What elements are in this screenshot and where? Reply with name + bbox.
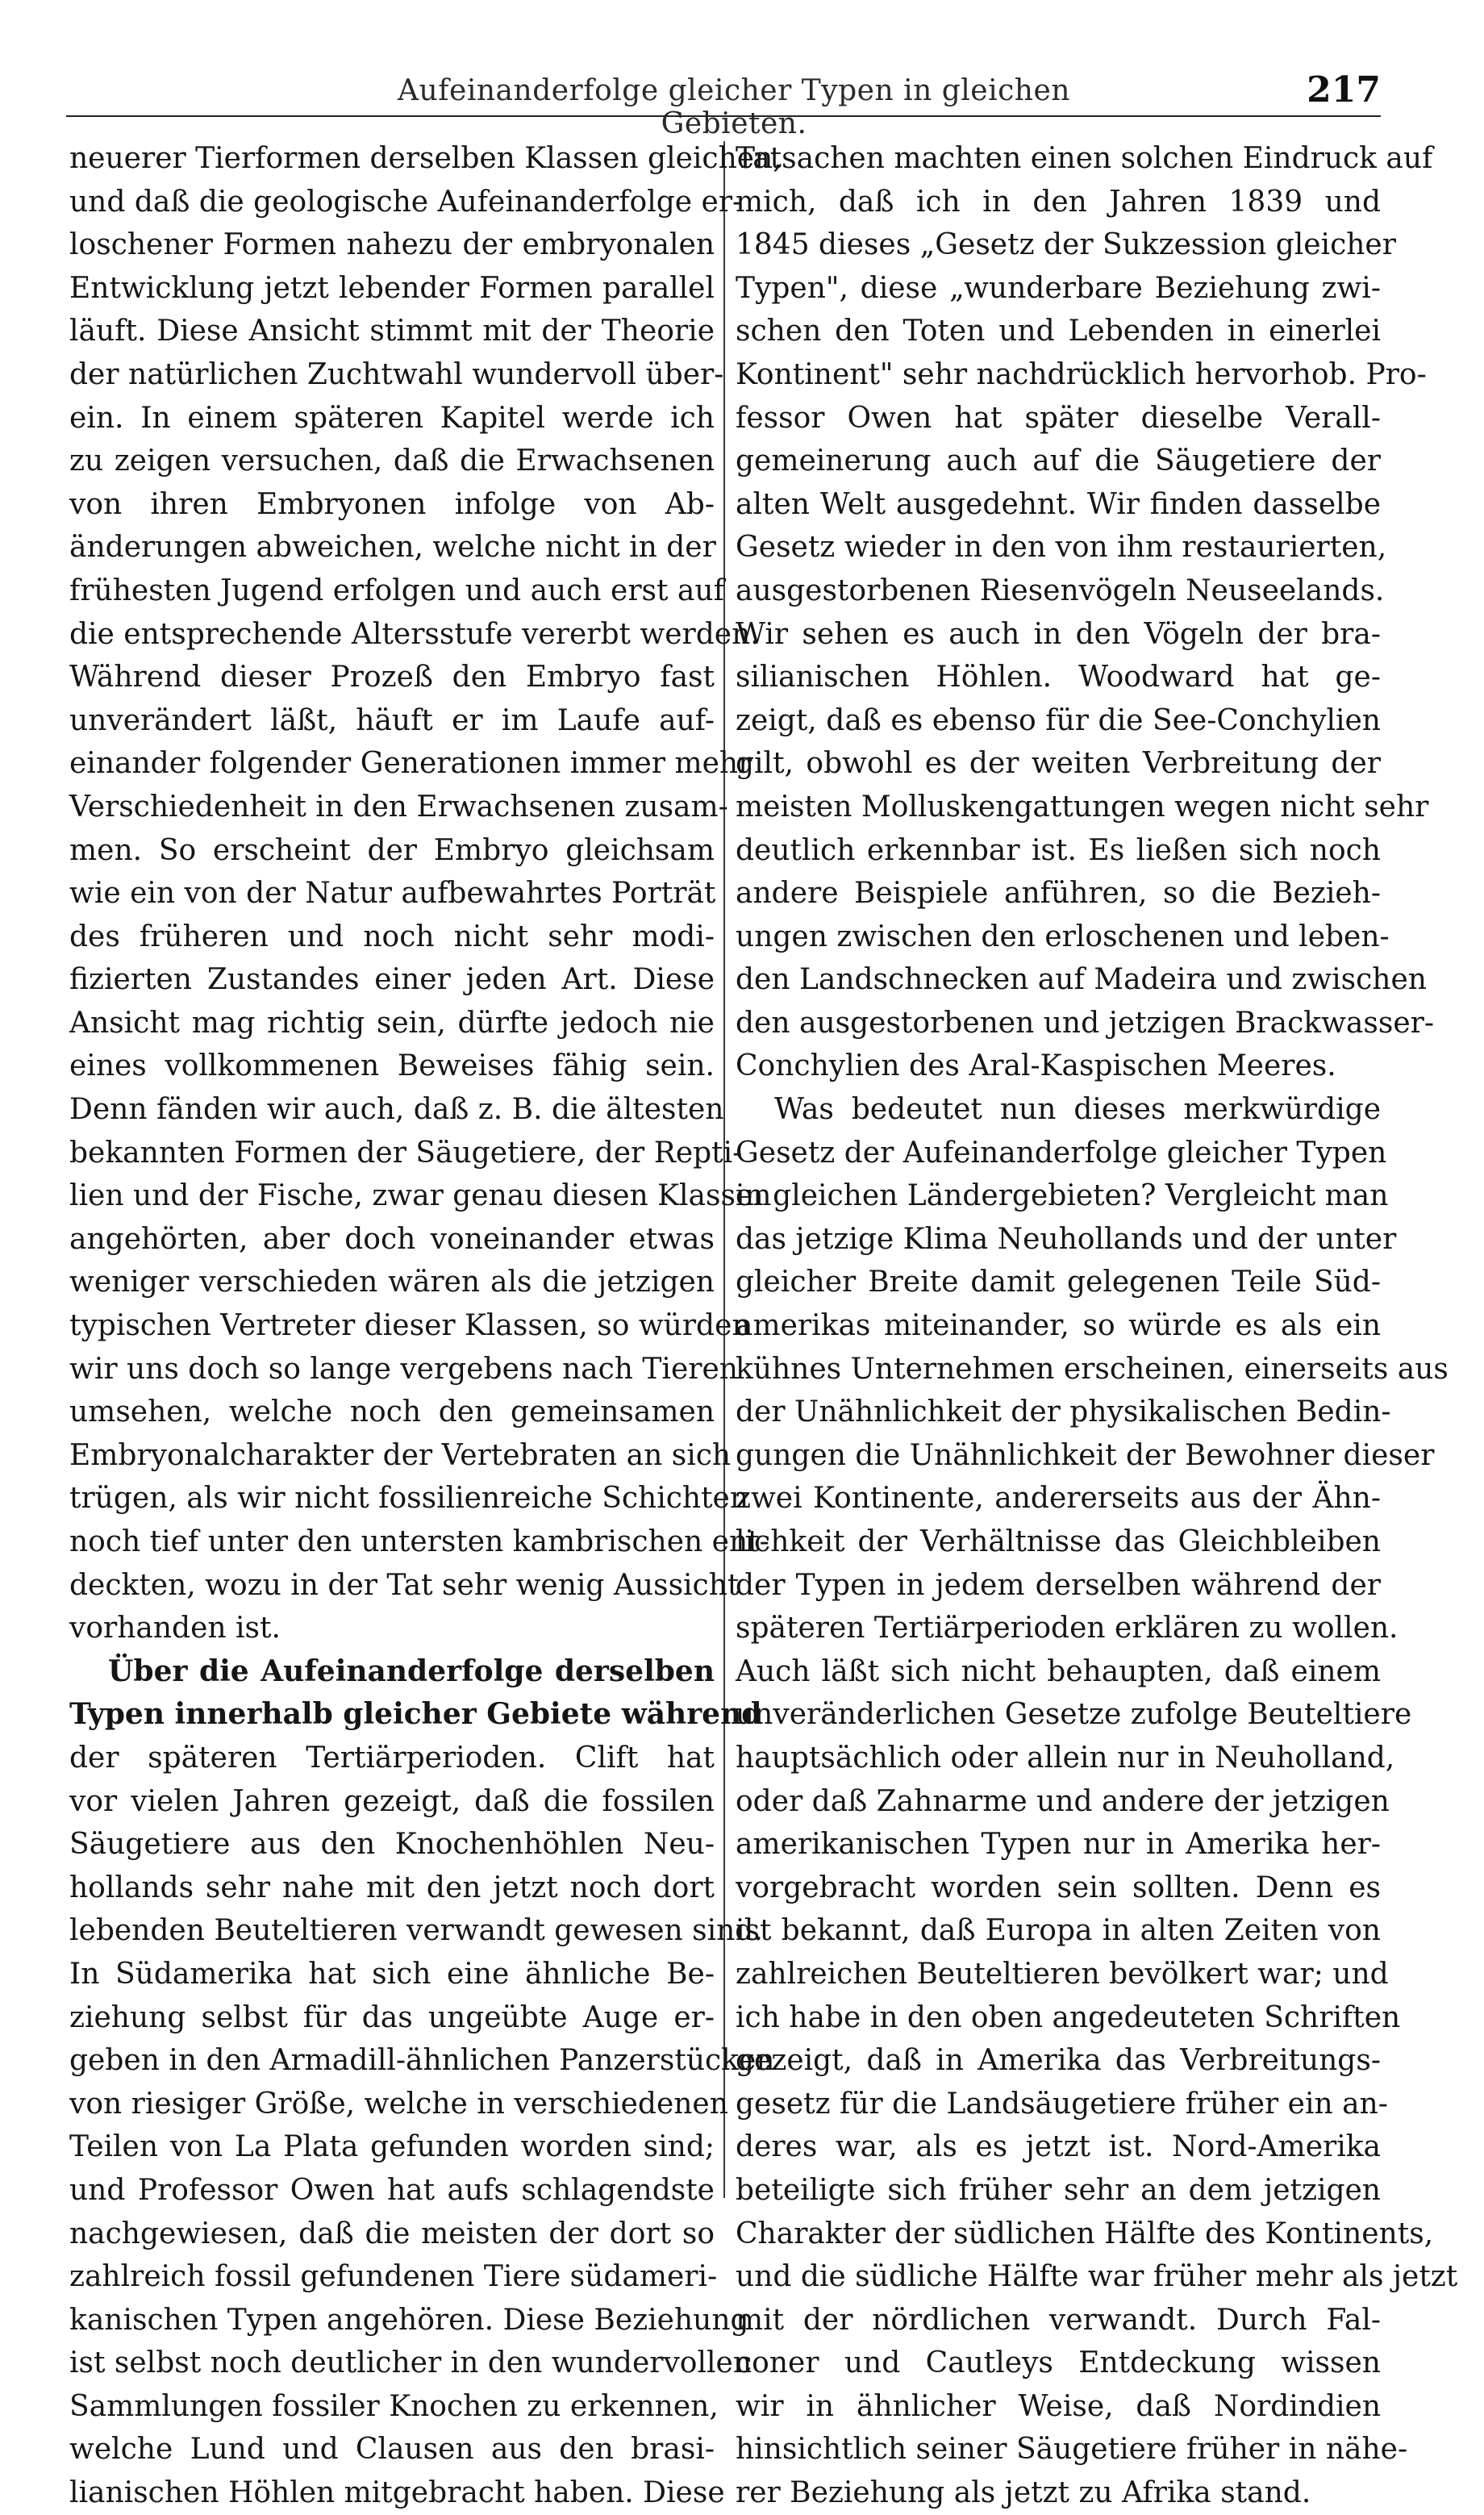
text-line: zwei Kontinente, andererseits aus der Ähn- <box>736 1482 1381 1516</box>
left-column <box>69 137 782 2515</box>
text-line: Gesetz der Aufeinanderfolge gleicher Typen <box>736 1136 1387 1170</box>
text-line: der Typen in jedem derselben während der <box>736 1568 1381 1602</box>
text-line: 1845 dieses „Gesetz der Sukzession gleicher <box>736 228 1396 262</box>
header-rule <box>66 115 1381 117</box>
text-line: der Unähnlichkeit der physikalischen Bedin- <box>736 1395 1391 1429</box>
text-line: Säugetiere aus den Knochenhöhlen Neu- <box>69 1828 715 1862</box>
text-line: zu zeigen versuchen, daß die Erwachsenen <box>69 444 715 478</box>
page-number: 217 <box>1307 69 1381 111</box>
text-line: frühesten Jugend erfolgen und auch erst auf <box>69 573 724 607</box>
text-line: wie ein von der Natur aufbewahrtes Porträt <box>69 877 716 911</box>
text-line: hauptsächlich oder allein nur in Neuholland, <box>736 1741 1395 1775</box>
text-line: weniger verschieden wären als die jetzigen <box>69 1266 715 1299</box>
text-line: lianischen Höhlen mitgebracht haben. Diese <box>69 2476 725 2510</box>
text-line: amerikanischen Typen nur in Amerika her- <box>736 1828 1381 1862</box>
text-line: gemeinerung auch auf die Säugetiere der <box>736 444 1381 478</box>
text-line: Auch läßt sich nicht behaupten, daß einem <box>736 1654 1381 1688</box>
text-line: Was bedeutet nun dieses merkwürdige <box>774 1093 1381 1127</box>
text-line: späteren Tertiärperioden erklären zu wollen. <box>736 1612 1399 1645</box>
text-line: lien und der Fische, zwar genau diesen Klassen <box>69 1179 772 1213</box>
text-line: Charakter der südlichen Hälfte des Kontinents, <box>736 2217 1434 2250</box>
text-line: bekannten Formen der Säugetiere, der Repti- <box>69 1136 743 1170</box>
text-line: Gesetz wieder in den von ihm restaurierten, <box>736 531 1387 565</box>
text-line: und Professor Owen hat aufs schlagendste <box>69 2173 715 2207</box>
text-line: deckten, wozu in der Tat sehr wenig Aussicht <box>69 1568 740 1602</box>
right-column <box>736 137 1458 2515</box>
text-line: geben in den Armadill-ähnlichen Panzerstücken <box>69 2044 775 2078</box>
text-line: Über die Aufeinanderfolge derselben <box>108 1654 715 1688</box>
text-line: und daß die geologische Aufeinanderfolge er- <box>69 185 743 219</box>
text-line: deutlich erkennbar ist. Es ließen sich noch <box>736 833 1381 867</box>
text-line: ungen zwischen den erloschenen und leben- <box>736 920 1390 953</box>
text-line: vor vielen Jahren gezeigt, daß die fossilen <box>69 1784 715 1818</box>
text-line: eines vollkommenen Beweises fähig sein. <box>69 1049 715 1083</box>
running-head-title: Aufeinanderfolge gleicher Typen in gleichen Gebieten. <box>398 74 1070 140</box>
text-line: Teilen von La Plata gefunden worden sind; <box>69 2130 715 2164</box>
text-line: ausgestorbenen Riesenvögeln Neuseelands. <box>736 573 1385 607</box>
text-line: Sammlungen fossiler Knochen zu erkennen, <box>69 2389 719 2423</box>
text-line: der natürlichen Zuchtwahl wundervoll über- <box>69 357 724 391</box>
text-line: ziehung selbst für das ungeübte Auge er- <box>69 2000 715 2034</box>
text-line: den ausgestorbenen und jetzigen Brackwasser- <box>736 1006 1435 1040</box>
text-line: Kontinent" sehr nachdrücklich hervorhob. Pro- <box>736 357 1427 391</box>
column-divider <box>723 141 725 2198</box>
text-line: änderungen abweichen, welche nicht in der <box>69 531 716 565</box>
text-line: Tatsachen machten einen solchen Eindruck auf <box>736 142 1433 175</box>
text-line: Typen", diese „wunderbare Beziehung zwi- <box>736 271 1381 305</box>
text-line: vorgebracht worden sein sollten. Denn es <box>736 1871 1381 1904</box>
text-line: von riesiger Größe, welche in verschiedenen <box>69 2087 728 2121</box>
text-line: zahlreich fossil gefundenen Tiere südameri- <box>69 2260 718 2294</box>
text-line: hollands sehr nahe mit den jetzt noch dort <box>69 1871 715 1904</box>
text-line: die entsprechende Altersstufe vererbt werden. <box>69 617 760 651</box>
text-line: typischen Vertreter dieser Klassen, so würden <box>69 1309 751 1343</box>
text-line: Entwicklung jetzt lebender Formen parallel <box>69 271 715 305</box>
text-line: deres war, als es jetzt ist. Nord-Amerika <box>736 2130 1381 2164</box>
text-line: den Landschnecken auf Madeira und zwischen <box>736 963 1427 997</box>
text-line: coner und Cautleys Entdeckung wissen <box>736 2346 1381 2380</box>
text-line: kanischen Typen angehören. Diese Beziehung <box>69 2303 749 2337</box>
text-line: loschener Formen nahezu der embryonalen <box>69 228 715 262</box>
text-line: welche Lund und Clausen aus den brasi- <box>69 2433 715 2467</box>
text-line: das jetzige Klima Neuhollands und der unter <box>736 1222 1397 1256</box>
text-line: andere Beispiele anführen, so die Bezieh- <box>736 877 1381 911</box>
text-line: Wir sehen es auch in den Vögeln der bra- <box>736 617 1381 651</box>
text-line: men. So erscheint der Embryo gleichsam <box>69 833 715 867</box>
text-line: ist bekannt, daß Europa in alten Zeiten von <box>736 1914 1381 1948</box>
text-line: trügen, als wir nicht fossilienreiche Schichten <box>69 1482 749 1516</box>
text-line: In Südamerika hat sich eine ähnliche Be- <box>69 1957 715 1991</box>
text-line: kühnes Unternehmen erscheinen, einerseits aus <box>736 1352 1449 1386</box>
text-line: ist selbst noch deutlicher in den wundervollen <box>69 2346 752 2380</box>
text-line: Ansicht mag richtig sein, dürfte jedoch nie <box>69 1006 715 1040</box>
text-line: wir uns doch so lange vergebens nach Tieren <box>69 1352 738 1386</box>
text-line: läuft. Diese Ansicht stimmt mit der Theorie <box>69 315 715 348</box>
text-line: lebenden Beuteltieren verwandt gewesen sind. <box>69 1914 763 1948</box>
text-line: mit der nördlichen verwandt. Durch Fal- <box>736 2303 1381 2337</box>
text-line: einander folgender Generationen immer mehr <box>69 747 752 781</box>
text-line: gungen die Unähnlichkeit der Bewohner dieser <box>736 1438 1435 1472</box>
text-line: gezeigt, daß in Amerika das Verbreitungs- <box>736 2044 1381 2078</box>
text-line: beteiligte sich früher sehr an dem jetzigen <box>736 2173 1381 2207</box>
text-line: rer Beziehung als jetzt zu Afrika stand. <box>736 2476 1311 2510</box>
text-line: Denn fänden wir auch, daß z. B. die ältesten <box>69 1093 724 1127</box>
text-line: neuerer Tierformen derselben Klassen gleichen, <box>69 142 782 175</box>
text-line: amerikas miteinander, so würde es als ein <box>736 1309 1381 1343</box>
text-line: gleicher Breite damit gelegenen Teile Süd- <box>736 1266 1381 1299</box>
text-line: lichkeit der Verhältnisse das Gleichbleiben <box>736 1525 1381 1558</box>
text-line: des früheren und noch nicht sehr modi- <box>69 920 715 953</box>
text-line: Conchylien des Aral-Kaspischen Meeres. <box>736 1049 1336 1083</box>
text-line: angehörten, aber doch voneinander etwas <box>69 1222 715 1256</box>
text-line: schen den Toten und Lebenden in einerlei <box>736 315 1381 348</box>
text-line: oder daß Zahnarme und andere der jetzigen <box>736 1784 1390 1818</box>
text-line: Typen innerhalb gleicher Gebiete während <box>69 1697 762 1732</box>
text-line: zeigt, daß es ebenso für die See-Conchylien <box>736 703 1381 737</box>
text-line: und die südliche Hälfte war früher mehr als jetzt <box>736 2260 1458 2294</box>
text-line: Embryonalcharakter der Vertebraten an sich <box>69 1438 732 1472</box>
text-line: ich habe in den oben angedeuteten Schriften <box>736 2000 1401 2034</box>
text-line: der späteren Tertiärperioden. Clift hat <box>69 1741 715 1775</box>
text-line: in gleichen Ländergebieten? Vergleicht man <box>736 1179 1389 1213</box>
text-line: gilt, obwohl es der weiten Verbreitung der <box>736 747 1381 781</box>
text-line: von ihren Embryonen infolge von Ab- <box>69 487 715 521</box>
text-line: zahlreichen Beuteltieren bevölkert war; und <box>736 1957 1389 1991</box>
text-line: gesetz für die Landsäugetiere früher ein an- <box>736 2087 1388 2121</box>
text-line: ein. In einem späteren Kapitel werde ich <box>69 401 715 435</box>
text-line: unverändert läßt, häuft er im Laufe auf- <box>69 703 715 737</box>
text-line: hinsichtlich seiner Säugetiere früher in nähe- <box>736 2433 1408 2467</box>
text-line: noch tief unter den untersten kambrischen ent- <box>69 1525 769 1558</box>
text-line: wir in ähnlicher Weise, daß Nordindien <box>736 2389 1381 2423</box>
text-line: mich, daß ich in den Jahren 1839 und <box>736 185 1381 219</box>
text-line: umsehen, welche noch den gemeinsamen <box>69 1395 715 1429</box>
text-line: alten Welt ausgedehnt. Wir finden dasselbe <box>736 487 1381 521</box>
text-line: fessor Owen hat später dieselbe Verall- <box>736 401 1381 435</box>
text-line: fizierten Zustandes einer jeden Art. Diese <box>69 963 715 997</box>
text-line: vorhanden ist. <box>69 1612 281 1645</box>
text-line: unveränderlichen Gesetze zufolge Beuteltiere <box>736 1698 1412 1732</box>
text-line: Während dieser Prozeß den Embryo fast <box>69 661 715 694</box>
text-line: meisten Molluskengattungen wegen nicht sehr <box>736 790 1429 824</box>
text-line: nachgewiesen, daß die meisten der dort so <box>69 2217 715 2250</box>
text-line: Verschiedenheit in den Erwachsenen zusam- <box>69 790 728 824</box>
running-head <box>0 69 1484 140</box>
text-line: silianischen Höhlen. Woodward hat ge- <box>736 661 1381 694</box>
